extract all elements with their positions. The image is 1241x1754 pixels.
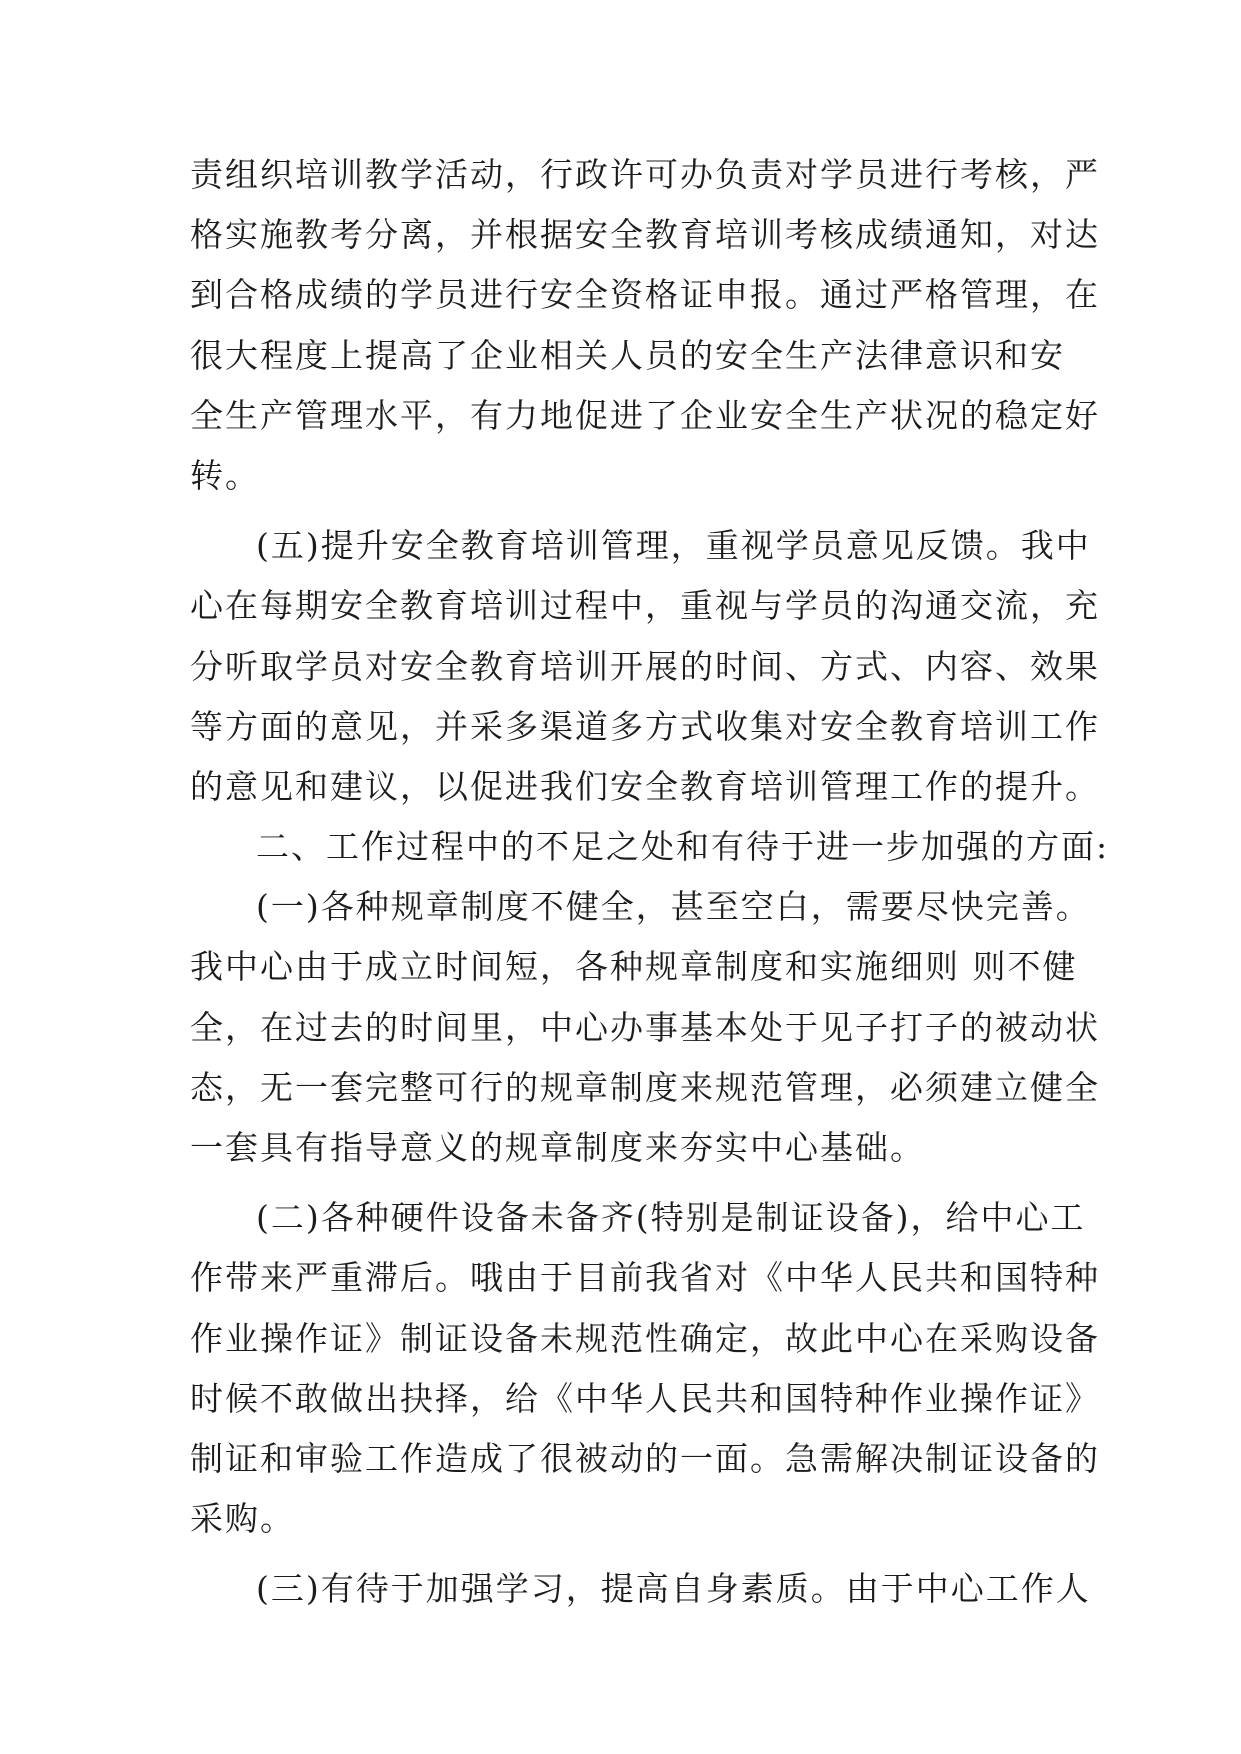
text-line: 全生产管理水平，有力地促进了企业安全生产状况的稳定好 xyxy=(190,395,1100,435)
text-line: 时候不敢做出抉择，给《中华人民共和国特种作业操作证》 xyxy=(190,1378,1100,1418)
paragraph-p1 xyxy=(190,145,1100,506)
text-line: 作带来严重滞后。哦由于目前我省对《中华人民共和国特种 xyxy=(190,1258,1100,1298)
text-line: 采购。 xyxy=(190,1499,295,1539)
text-line: 责组织培训教学活动，行政许可办负责对学员进行考核，严 xyxy=(190,155,1100,194)
text-line: 等方面的意见，并采多渠道多方式收集对安全教育培训工作 xyxy=(190,706,1100,746)
text-line: 格实施教考分离，并根据安全教育培训考核成绩通知，对达 xyxy=(190,215,1100,255)
paragraph-spacer xyxy=(190,1549,1050,1559)
document-body xyxy=(190,145,1110,1620)
paragraph-p4 xyxy=(190,877,1100,1178)
paragraph-p6 xyxy=(190,1559,1091,1619)
text-line: 二、工作过程中的不足之处和有待于进一步加强的方面: xyxy=(256,827,1110,867)
text-line: 我中心由于成立时间短，各种规章制度和实施细则 则不健 xyxy=(190,947,1078,987)
text-line: 全，在过去的时间里，中心办事基本处于见子打子的被动状 xyxy=(190,1007,1100,1047)
text-line: 作业操作证》制证设备未规范性确定，故此中心在采购设备 xyxy=(190,1318,1100,1358)
text-line: 的意见和建议，以促进我们安全教育培训管理工作的提升。 xyxy=(190,766,1100,806)
paragraph-p2 xyxy=(190,516,1100,817)
text-line: 态，无一套完整可行的规章制度来规范管理，必须建立健全 xyxy=(190,1067,1100,1107)
text-line: 到合格成绩的学员进行安全资格证申报。通过严格管理，在 xyxy=(190,275,1100,315)
paragraph-p5 xyxy=(190,1188,1100,1549)
text-line: 转。 xyxy=(190,455,260,495)
paragraph-spacer xyxy=(190,1178,1050,1188)
text-line: 分听取学员对安全教育培训开展的时间、方式、内容、效果 xyxy=(190,646,1100,686)
paragraph-spacer xyxy=(190,506,1050,516)
text-line: (三)有待于加强学习，提高自身素质。由于中心工作人 xyxy=(256,1569,1091,1609)
paragraph-p3 xyxy=(190,817,1110,877)
text-line: 心在每期安全教育培训过程中，重视与学员的沟通交流，充 xyxy=(190,586,1100,626)
text-line: (二)各种硬件设备未备齐(特别是制证设备)，给中心工 xyxy=(256,1198,1086,1238)
text-line: 一套具有指导意义的规章制度来夯实中心基础。 xyxy=(190,1128,925,1167)
text-line: 制证和审验工作造成了很被动的一面。急需解决制证设备的 xyxy=(190,1438,1100,1478)
text-line: (五)提升安全教育培训管理，重视学员意见反馈。我中 xyxy=(256,526,1091,566)
text-line: 很大程度上提高了企业相关人员的安全生产法律意识和安 xyxy=(190,335,1065,375)
text-line: (一)各种规章制度不健全，甚至空白，需要尽快完善。 xyxy=(256,887,1091,927)
